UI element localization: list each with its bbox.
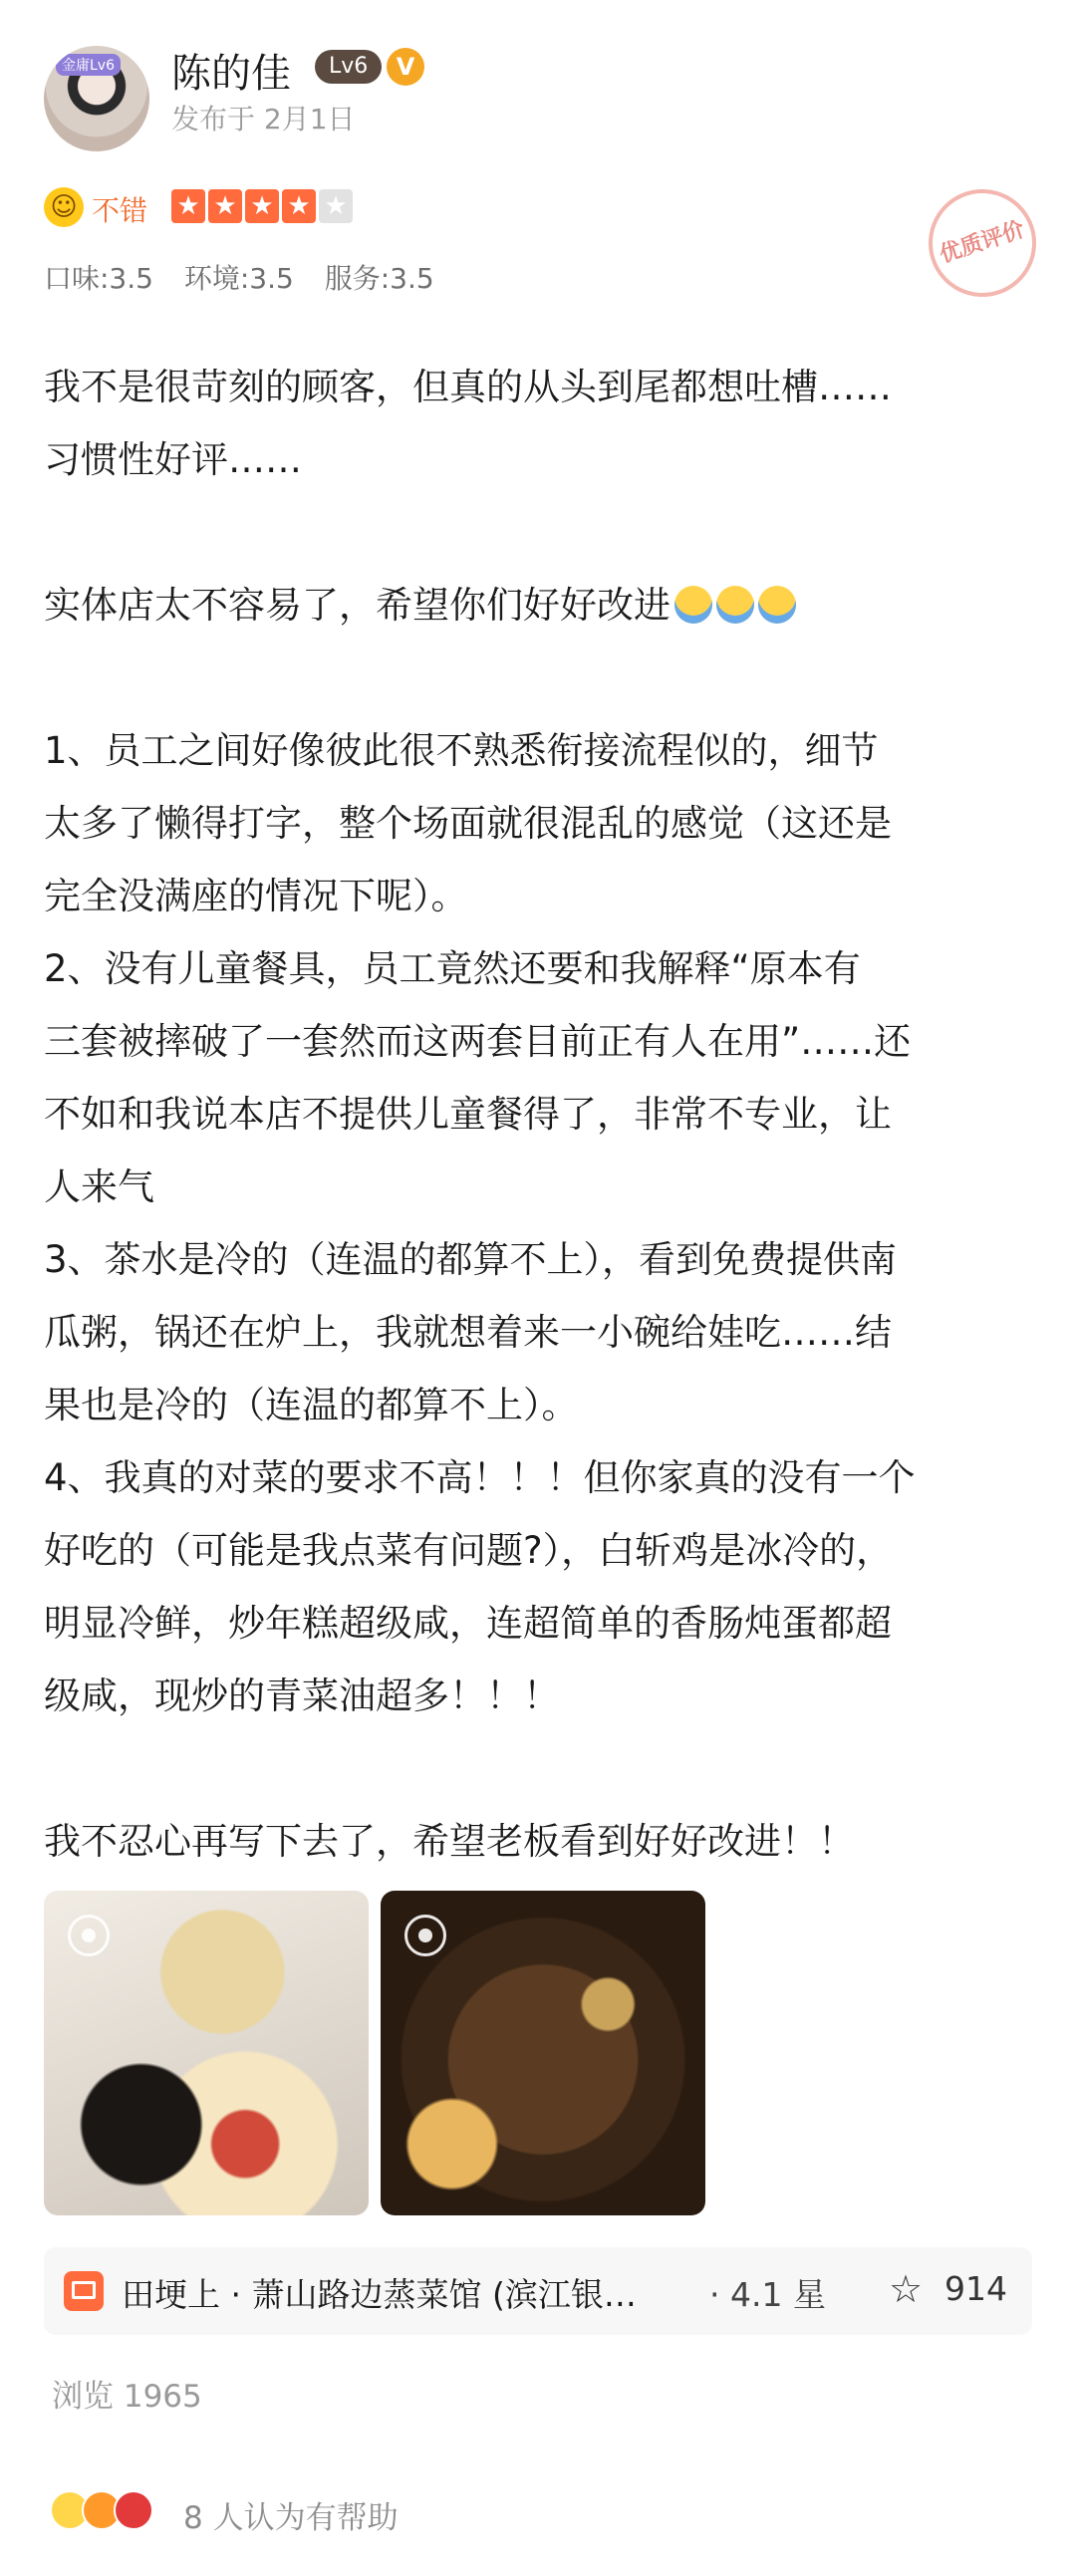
smile-face-icon: ☺ [44,187,84,227]
review-photo-1[interactable] [44,1891,369,2215]
star-outline-icon[interactable]: ☆ [889,2267,924,2311]
favorite-count: 914 [944,2269,1007,2308]
star-icon-filled: ★ [245,189,279,223]
review-paragraph-4: 我不忍心再写下去了，希望老板看到好好改进！！ [44,1820,855,1863]
score-service: 服务:3.5 [324,262,434,295]
rating-label: 不错 [92,194,148,227]
helpful-count: 8 人认为有帮助 [183,2500,399,2536]
star-icon-filled: ★ [171,189,205,223]
star-rating [171,189,353,223]
user-name[interactable]: 陈的佳 [171,51,291,97]
review-paragraph-3: 1、员工之间好像彼此很不熟悉衔接流程似的，细节 太多了懒得打字，整个场面就很混乱的感觉（这还是 完全没满座的情况下呢）。 2、没有儿童餐具，员工竟然还要和我解释“原本有 三套被摔破了一套然而这两套目前正有人在用”……还 不如和我说本店不提供儿童餐得了，非常不专业，让 人来气 3、茶水是冷的（连温的都算不上），看到免费提供南 瓜粥，锅还在炉上，我就想着来一小碗给娃吃……结 果也是冷的（连温的都算不上）。 4、我真的对菜的要求不高！！！但你家真的没有一个 好吃的（可能是我点菜有问题?），白斩鸡是冰冷的， 明显冷鲜，炒年糕超级咸，连超简单的香肠炖蛋都超 级咸，现炒的青菜油超多！！！ [44,729,916,1717]
star-icon-empty: ★ [319,189,353,223]
star-icon-filled: ★ [282,189,316,223]
score-environment: 环境:3.5 [183,262,294,295]
sub-scores [44,257,456,297]
level-badge: Lv6 [315,50,382,84]
star-icon-filled: ★ [208,189,242,223]
avatar-tag: 金庸Lv6 [56,54,121,76]
review-paragraph-2-text: 实体店太不容易了，希望你们好好改进 [44,584,671,627]
review-text [44,351,1040,1878]
live-photo-icon [68,1915,110,1956]
shop-name: 田埂上 · 萧山路边蒸菜馆 (滨江银… [122,2275,637,2314]
verified-icon: V [387,48,424,86]
publish-date: 发布于 2月1日 [171,103,356,135]
score-taste: 口味:3.5 [44,262,153,295]
shop-icon [64,2271,104,2311]
review-paragraph-1: 我不是很苛刻的顾客，但真的从头到尾都想吐槽…… 习惯性好评…… [44,366,892,481]
crying-face-icon [716,586,754,624]
crying-face-icon [758,586,796,624]
shop-rating: · 4.1 星 [709,2275,826,2314]
avatar[interactable] [44,46,149,151]
view-count: 浏览 1965 [52,2379,202,2415]
live-photo-icon [404,1915,446,1956]
review-photo-2[interactable] [381,1891,705,2215]
review-paragraph-2 [44,569,1040,642]
review-header [44,42,1032,161]
review-photos [44,1891,705,2215]
crying-face-icon [674,586,712,624]
reaction-emoji-icon [114,2490,153,2530]
quality-review-stamp: 优质评价 [915,175,1050,311]
shop-card[interactable] [44,2247,1032,2335]
